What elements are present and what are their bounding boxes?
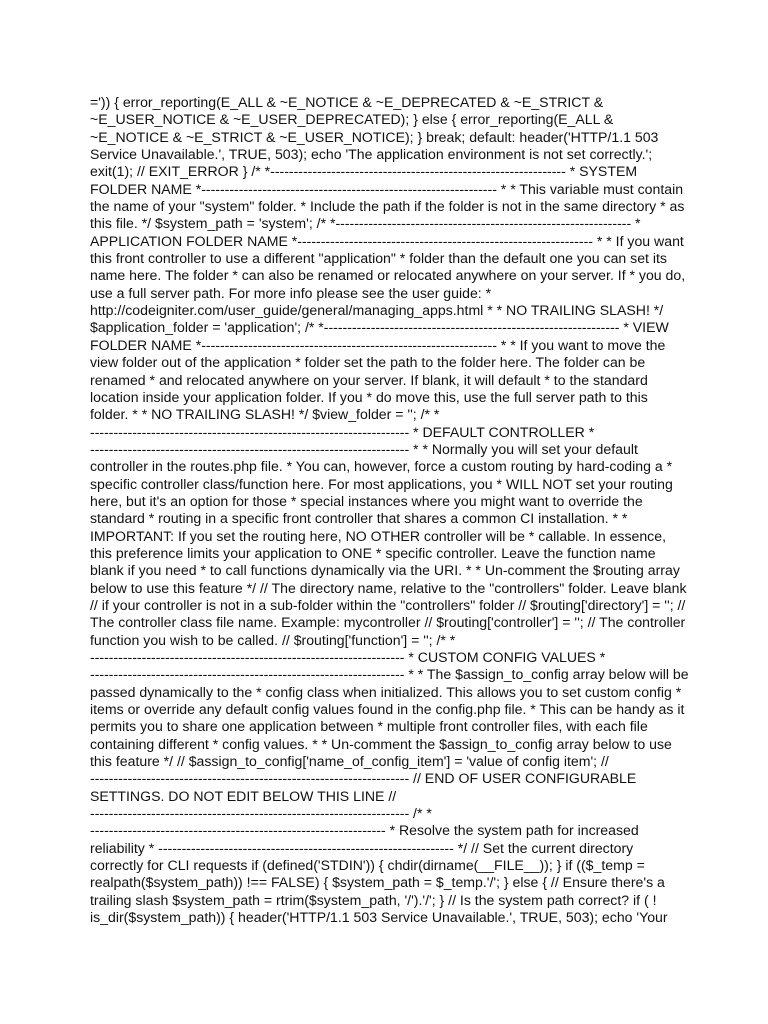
document-text-line: use a full server path. For more info please see the user guide: * (90, 284, 492, 301)
document-text-line: folder. * * NO TRAILING SLASH! */ $view_folder = ''; /* * (90, 406, 440, 423)
document-text-line: FOLDER NAME *--------------------------------------------------------------- * * This variable must contain (90, 180, 684, 197)
document-text-line: --------------------------------------------------------------- * Resolve the system path for increased (90, 822, 639, 839)
document-text-line: realpath($system_path)) !== FALSE) { $system_path = $_temp.'/'; } else { // Ensure there's a (90, 874, 665, 891)
document-text-line: ------------------------------------------------------------------- * CUSTOM CONFIG VALUES * (90, 649, 606, 665)
document-text-line: items or override any default config values found in the config.php file. * This can be handy as it (90, 701, 685, 718)
document-text-line: the name of your "system" folder. * Include the path if the folder is not in the same directory * as (90, 198, 685, 215)
document-text-line: // if your controller is not in a sub-folder within the "controllers" folder // $routing['directory'] = ''; // (90, 596, 686, 613)
document-text-line: location inside your application folder. If you * do move this, use the full server path to this (90, 388, 648, 405)
document-text-line: blank if you need * to call functions dynamically via the URI. * * Un-comment the $routing array (90, 562, 680, 579)
document-text-line: -------------------------------------------------------------------- // END OF USER CONFIGURABLE (90, 770, 637, 787)
document-text-line: ~E_NOTICE & ~E_STRICT & ~E_USER_NOTICE); } break; default: header('HTTP/1.1 503 (90, 128, 659, 145)
document-text-line: IMPORTANT: If you set the routing here, NO OTHER controller will be * callable. In essence, (90, 527, 666, 544)
document-text-line: containing different * config values. * * Un-comment the $assign_to_config array below to use (90, 735, 672, 752)
document-text-line: this file. */ $system_path = 'system'; /* *--------------------------------------------------------------- * (90, 215, 641, 232)
document-text-line: here, but it's an option for those * special instances where you might want to override the (90, 492, 643, 509)
document-text-line: =')) { error_reporting(E_ALL & ~E_NOTICE & ~E_DEPRECATED & ~E_STRICT & (90, 94, 604, 110)
document-text-line: http://codeigniter.com/user_guide/general/managing_apps.html * * NO TRAILING SLASH! */ (90, 302, 664, 319)
document-text-line: below to use this feature */ // The directory name, relative to the "controllers" folder. Leave blank (90, 579, 687, 596)
document-text-line: permits you to share one application between * multiple front controller files, with each file (90, 718, 648, 735)
document-text-line: name here. The folder * can also be renamed or relocated anywhere on your server. If * you do, (90, 267, 686, 284)
document-text-line: this preference limits your application to ONE * specific controller. Leave the function name (90, 544, 656, 561)
document-text-line: this front controller to use a different "application" * folder than the default one you can set its (90, 250, 667, 267)
document-text-line: reliability * --------------------------------------------------------------- */ // Set the current directory (90, 839, 634, 856)
document-text-line: is_dir($system_path)) { header('HTTP/1.1 503 Service Unavailable.', TRUE, 503); echo 'Your (90, 909, 668, 926)
document-text-line: controller in the routes.php file. * You can, however, force a custom routing by hard-coding a * (90, 458, 673, 475)
document-text-line: -------------------------------------------------------------------- * * Normally you will set your default (90, 440, 638, 457)
document-text-line: correctly for CLI requests if (defined('STDIN')) { chdir(dirname(__FILE__)); } if (($_temp = (90, 857, 645, 874)
document-text-line: -------------------------------------------------------------------- * DEFAULT CONTROLLER * (90, 423, 595, 440)
document-text-line: ~E_USER_NOTICE & ~E_USER_DEPRECATED); } else { error_reporting(E_ALL & (90, 111, 614, 128)
document-text-line: APPLICATION FOLDER NAME *--------------------------------------------------------------- * * If you want (90, 232, 684, 249)
document-text-line: this feature */ // $assign_to_config['name_of_config_item'] = 'value of config item'; // (90, 753, 609, 770)
document-text-line: FOLDER NAME *--------------------------------------------------------------- * * If you want to move the (90, 336, 666, 353)
document-text-line: trailing slash $system_path = rtrim($system_path, '/').'/'; } // Is the system path correct? if ( ! (90, 891, 657, 908)
document-text-line: standard * routing in a specific front controller that shares a common CI installation. * * (90, 510, 628, 527)
document-text-line: specific controller class/function here. For most applications, you * WILL NOT set your routing (90, 475, 673, 492)
document-text-line: The controller class file name. Example: mycontroller // $routing['controller'] = ''; // The controller (90, 614, 686, 631)
document-body (90, 94, 690, 927)
document-text-line: exit(1); // EXIT_ERROR } /* *--------------------------------------------------------------- * SYSTEM (90, 163, 638, 180)
document-text-line: function you wish to be called. // $routing['function'] = ''; /* * (90, 631, 456, 648)
document-text-line: -------------------------------------------------------------------- /* * (90, 805, 432, 822)
document-text-line: SETTINGS. DO NOT EDIT BELOW THIS LINE // (90, 787, 397, 804)
document-text-line: view folder out of the application * folder set the path to the folder here. The folder can be (90, 354, 646, 371)
document-text-line: $application_folder = 'application'; /* *--------------------------------------------------------------- * VIEW (90, 319, 669, 336)
document-text-line: ------------------------------------------------------------------- * * The $assign_to_config array below will be (90, 666, 689, 683)
document-text-line: renamed * and relocated anywhere on your server. If blank, it will default * to the standard (90, 371, 648, 388)
document-text-line: Service Unavailable.', TRUE, 503); echo 'The application environment is not set correctly.'; (90, 146, 653, 163)
document-text-line: passed dynamically to the * config class when initialized. This allows you to set custom config * (90, 683, 682, 700)
